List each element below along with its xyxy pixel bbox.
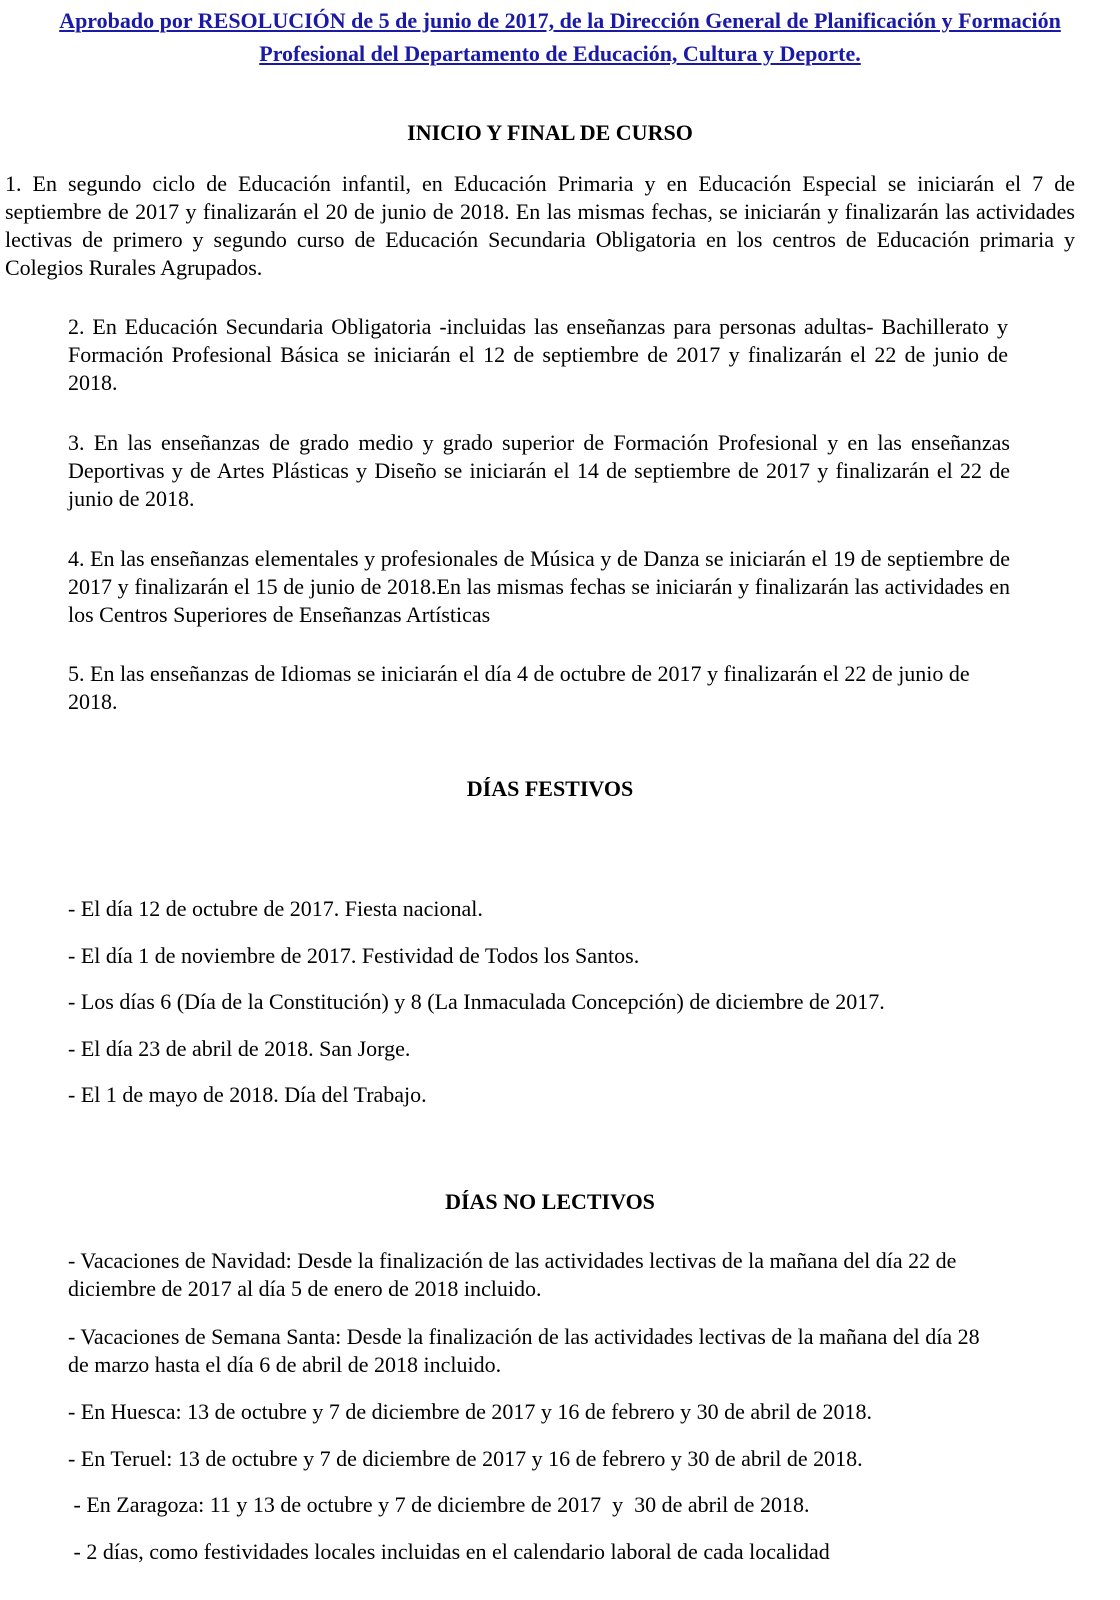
festivo-item: - El día 12 de octubre de 2017. Fiesta nacional. xyxy=(68,896,483,921)
paragraph-3: 3. En las enseñanzas de grado medio y grado superior de Formación Profesional y en las enseñanzas Deportivas y de Artes Plásticas y Diseño se iniciarán el 14 de septiembre de 2017 y finalizarán el 22 de junio de 2018. xyxy=(68,430,1010,511)
section-title-festivos: DÍAS FESTIVOS xyxy=(466,776,634,801)
festivo-item: - El día 1 de noviembre de 2017. Festividad de Todos los Santos. xyxy=(68,943,640,968)
paragraph-5: 5. En las enseñanzas de Idiomas se iniciarán el día 4 de octubre de 2017 y finalizarán el 22 de junio de 2018. xyxy=(68,661,970,714)
no-lectivo-item: - En Zaragoza: 11 y 13 de octubre y 7 de diciembre de 2017 y 30 de abril de 2018. xyxy=(68,1492,810,1517)
paragraph-2: 2. En Educación Secundaria Obligatoria -incluidas las enseñanzas para personas adultas- Bachillerato y Formación Profesional Básica se iniciarán el 12 de septiembre de 2017 y finalizarán el 22 de junio de 2018. xyxy=(68,314,1008,395)
paragraph-4: 4. En las enseñanzas elementales y profesionales de Música y de Danza se iniciarán el 19 de septiembre de 2017 y finalizarán el 15 de junio de 2018.En las mismas fechas se iniciarán y finalizarán las actividades en los Centros Superiores de Enseñanzas Artísticas xyxy=(68,546,1010,627)
no-lectivo-item: - 2 días, como festividades locales incluidas en el calendario laboral de cada localidad xyxy=(68,1539,830,1564)
festivo-item: - El día 23 de abril de 2018. San Jorge. xyxy=(68,1036,411,1061)
festivo-item: - El 1 de mayo de 2018. Día del Trabajo. xyxy=(68,1082,427,1107)
section-title-inicio-final: INICIO Y FINAL DE CURSO xyxy=(407,120,693,145)
section-title-no-lectivos: DÍAS NO LECTIVOS xyxy=(445,1189,655,1214)
no-lectivo-item: - En Huesca: 13 de octubre y 7 de diciembre de 2017 y 16 de febrero y 30 de abril de 2018. xyxy=(68,1399,872,1424)
resolution-link[interactable]: Aprobado por RESOLUCIÓN de 5 de junio de 2017, de la Dirección General de Planificación y Formación Profesional del Departamento de Educación, Cultura y Deporte. xyxy=(59,8,1061,66)
festivo-item: - Los días 6 (Día de la Constitución) y 8 (La Inmaculada Concepción) de diciembre de 2017. xyxy=(68,989,885,1014)
no-lectivo-item: - Vacaciones de Semana Santa: Desde la finalización de las actividades lectivas de la mañana del día 28 de marzo hasta el día 6 de abril de 2018 incluido. xyxy=(68,1324,980,1377)
no-lectivo-item: - Vacaciones de Navidad: Desde la finalización de las actividades lectivas de la mañana del día 22 de diciembre de 2017 al día 5 de enero de 2018 incluido. xyxy=(68,1248,957,1301)
paragraph-1: 1. En segundo ciclo de Educación infantil, en Educación Primaria y en Educación Especial se iniciarán el 7 de septiembre de 2017 y finalizarán el 20 de junio de 2018. En las mismas fechas, se iniciarán y finalizarán las actividades lectivas de primero y segundo curso de Educación Secundaria Obligatoria en los centros de Educación primaria y Colegios Rurales Agrupados. xyxy=(5,171,1075,280)
no-lectivo-item: - En Teruel: 13 de octubre y 7 de diciembre de 2017 y 16 de febrero y 30 de abril de 2018. xyxy=(68,1446,863,1471)
